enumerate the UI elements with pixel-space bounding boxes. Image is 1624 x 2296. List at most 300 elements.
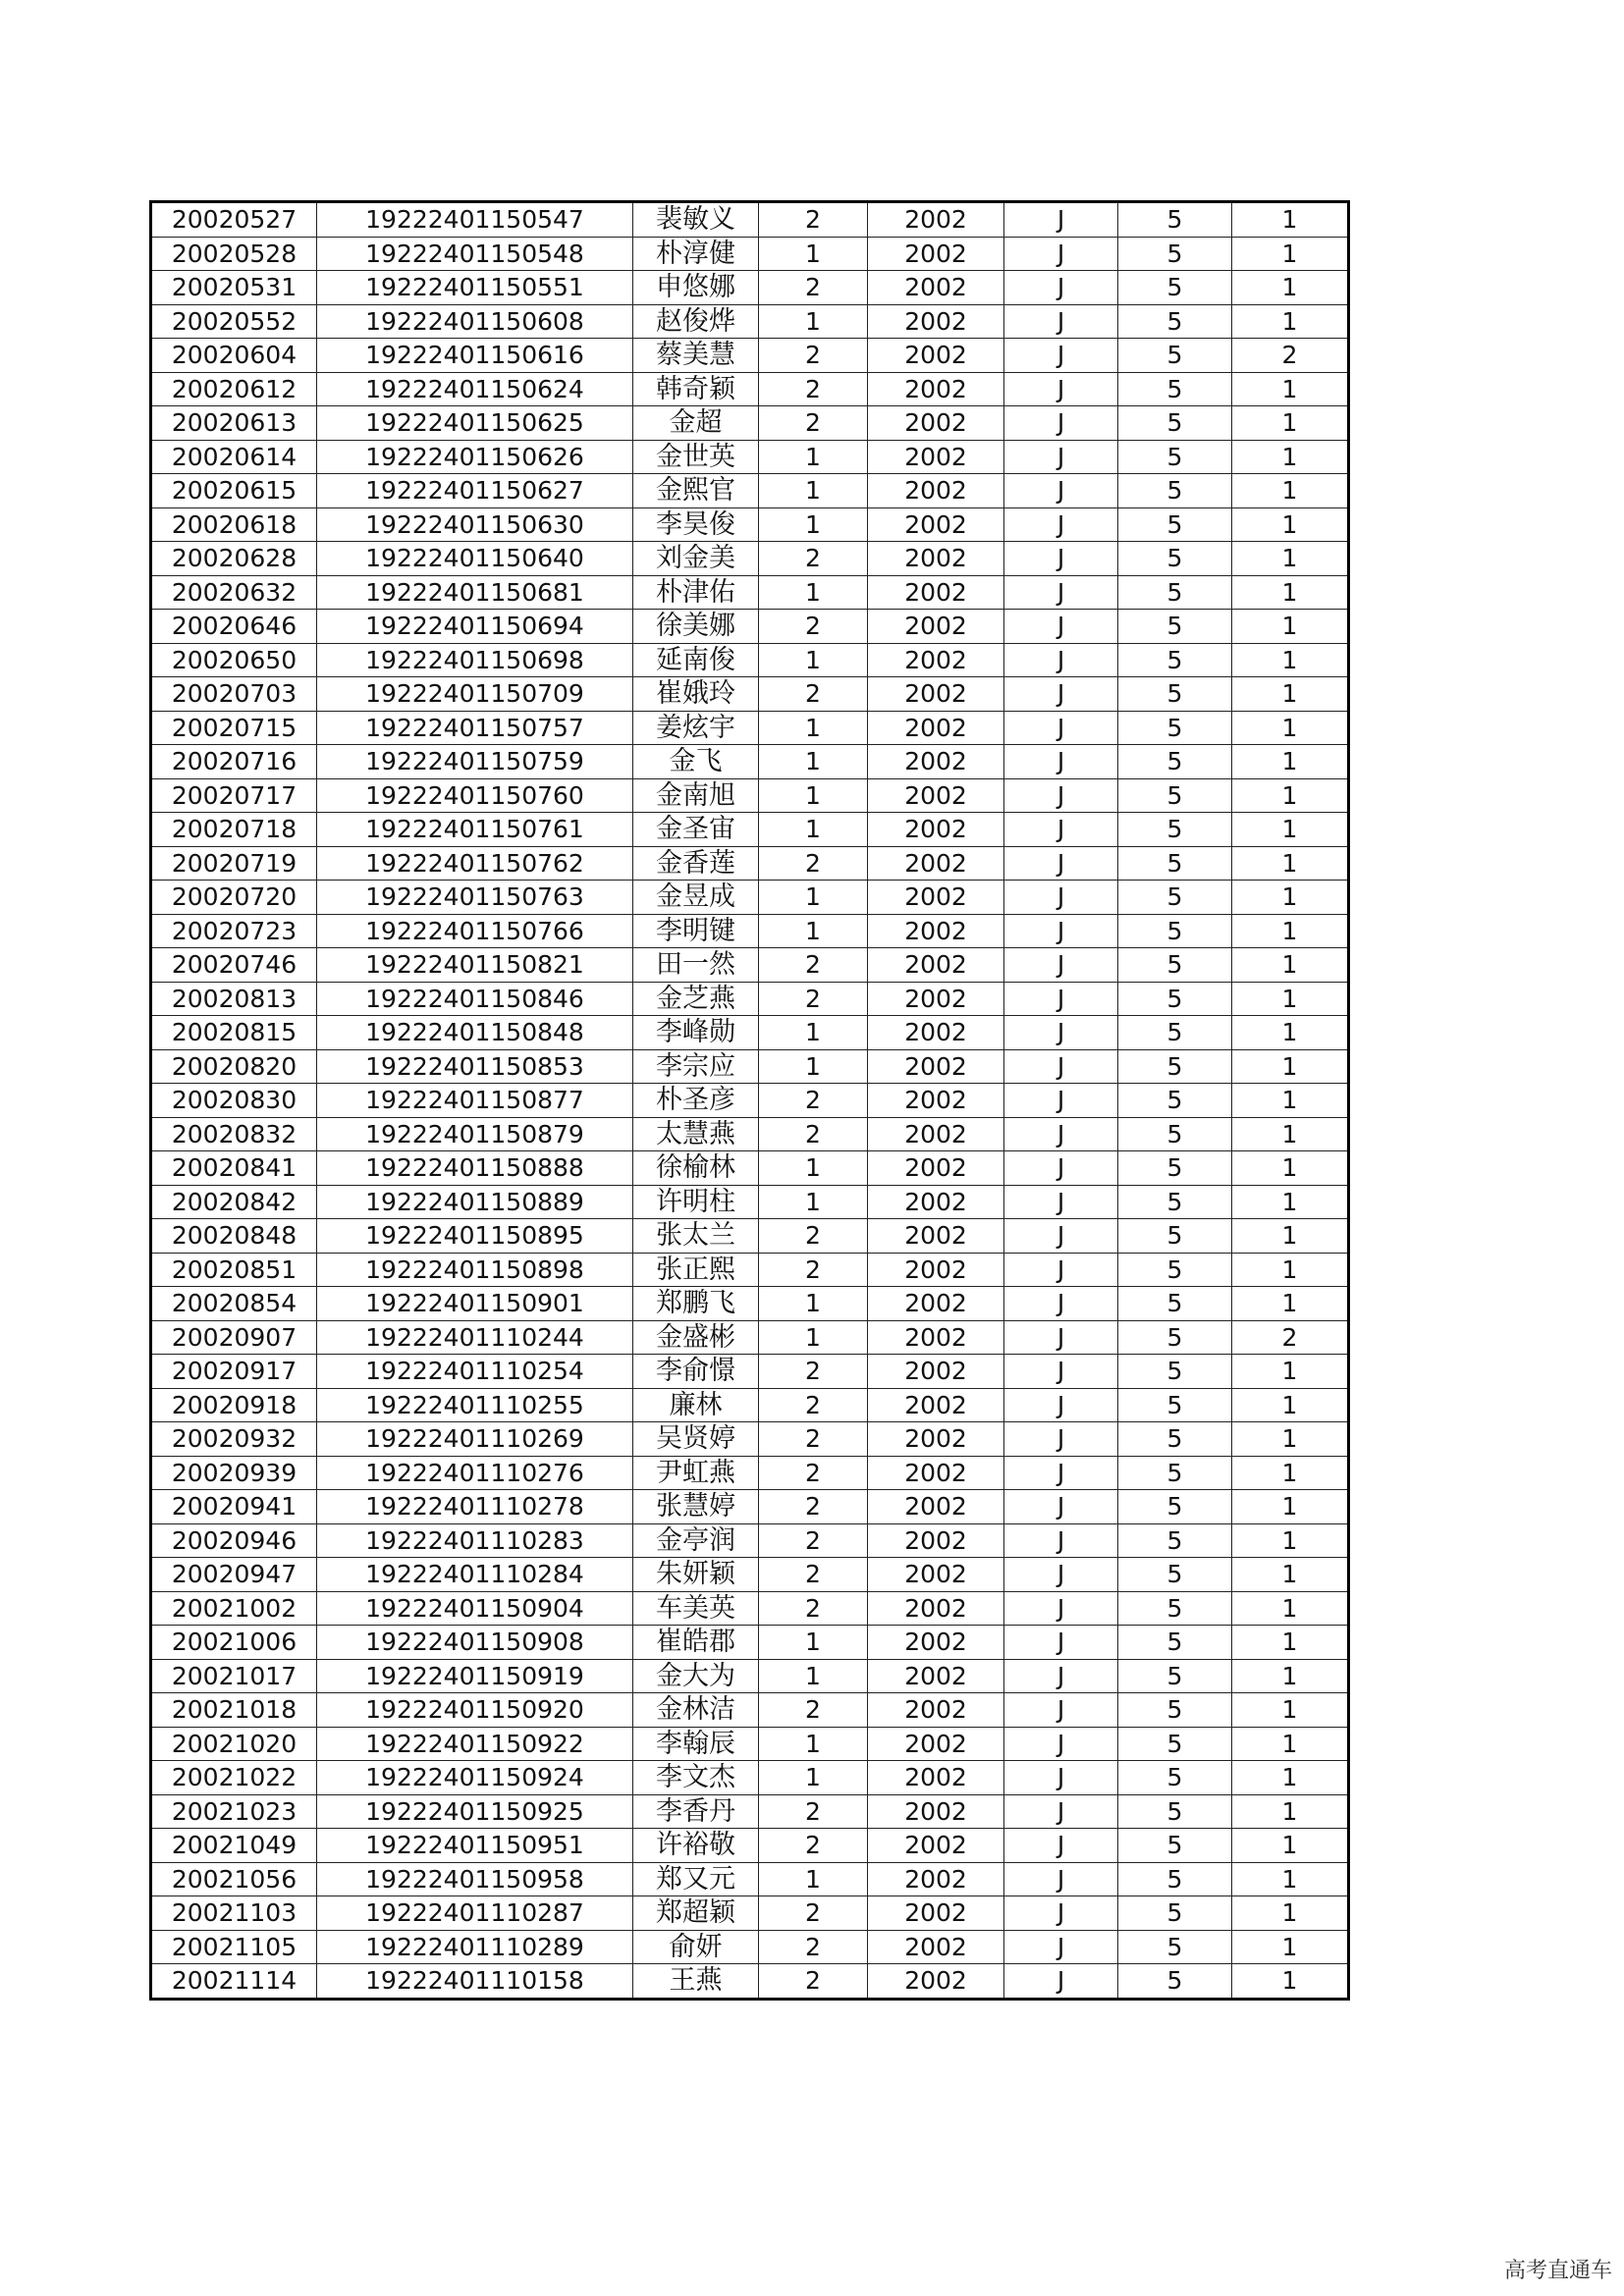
level-cell: 5 (1118, 339, 1232, 373)
gender-cell: 2 (759, 1219, 868, 1254)
name-cell: 蔡美慧 (633, 339, 759, 373)
flag-cell: 2 (1232, 339, 1349, 373)
table-row (151, 1490, 1349, 1524)
name-cell: 金圣宙 (633, 813, 759, 847)
exam-id-cell: 20021023 (151, 1794, 317, 1829)
name-cell: 张太兰 (633, 1219, 759, 1254)
gender-cell: 1 (759, 711, 868, 745)
table-row (151, 1862, 1349, 1896)
level-cell: 5 (1118, 1693, 1232, 1728)
code-cell: J (1004, 1591, 1118, 1626)
name-cell: 金熙官 (633, 474, 759, 508)
name-cell: 李峰勋 (633, 1016, 759, 1050)
candidate-number-cell: 19222401150627 (317, 474, 633, 508)
level-cell: 5 (1118, 778, 1232, 813)
table-row (151, 542, 1349, 576)
candidate-number-cell: 19222401150889 (317, 1185, 633, 1219)
exam-id-cell: 20020815 (151, 1016, 317, 1050)
flag-cell: 1 (1232, 1219, 1349, 1254)
exam-id-cell: 20020703 (151, 677, 317, 712)
year-cell: 2002 (868, 1591, 1004, 1626)
gender-cell: 2 (759, 202, 868, 238)
name-cell: 张正熙 (633, 1253, 759, 1287)
name-cell: 崔皓郡 (633, 1626, 759, 1660)
candidate-number-cell: 19222401110254 (317, 1355, 633, 1389)
year-cell: 2002 (868, 1388, 1004, 1422)
gender-cell: 1 (759, 643, 868, 677)
exam-id-cell: 20020528 (151, 237, 317, 271)
name-cell: 赵俊烨 (633, 304, 759, 339)
exam-id-cell: 20021103 (151, 1896, 317, 1931)
candidate-number-cell: 19222401150608 (317, 304, 633, 339)
table-row (151, 1287, 1349, 1321)
table-row (151, 1388, 1349, 1422)
table-row (151, 881, 1349, 915)
gender-cell: 1 (759, 778, 868, 813)
candidate-number-cell: 19222401150760 (317, 778, 633, 813)
name-cell: 金香莲 (633, 846, 759, 881)
year-cell: 2002 (868, 813, 1004, 847)
flag-cell: 1 (1232, 948, 1349, 983)
code-cell: J (1004, 982, 1118, 1016)
year-cell: 2002 (868, 1117, 1004, 1151)
code-cell: J (1004, 1355, 1118, 1389)
level-cell: 5 (1118, 1964, 1232, 2000)
candidate-number-cell: 19222401110284 (317, 1558, 633, 1592)
flag-cell: 1 (1232, 1523, 1349, 1558)
exam-id-cell: 20021020 (151, 1727, 317, 1761)
level-cell: 5 (1118, 1287, 1232, 1321)
year-cell: 2002 (868, 507, 1004, 542)
table-row (151, 1117, 1349, 1151)
year-cell: 2002 (868, 372, 1004, 406)
year-cell: 2002 (868, 948, 1004, 983)
gender-cell: 1 (759, 304, 868, 339)
name-cell: 朴圣彦 (633, 1084, 759, 1118)
table-row (151, 610, 1349, 644)
level-cell: 5 (1118, 813, 1232, 847)
table-row (151, 507, 1349, 542)
candidate-number-cell: 19222401150761 (317, 813, 633, 847)
flag-cell: 1 (1232, 643, 1349, 677)
table-row (151, 1084, 1349, 1118)
exam-id-cell: 20020947 (151, 1558, 317, 1592)
code-cell: J (1004, 1490, 1118, 1524)
exam-id-cell: 20020848 (151, 1219, 317, 1254)
exam-id-cell: 20021105 (151, 1930, 317, 1964)
candidate-number-cell: 19222401150958 (317, 1862, 633, 1896)
code-cell: J (1004, 610, 1118, 644)
code-cell: J (1004, 948, 1118, 983)
exam-id-cell: 20020612 (151, 372, 317, 406)
table-row (151, 1151, 1349, 1186)
code-cell: J (1004, 643, 1118, 677)
code-cell: J (1004, 1523, 1118, 1558)
code-cell: J (1004, 1659, 1118, 1693)
candidate-number-cell: 19222401110158 (317, 1964, 633, 2000)
exam-id-cell: 20020632 (151, 575, 317, 610)
gender-cell: 1 (759, 237, 868, 271)
year-cell: 2002 (868, 1016, 1004, 1050)
name-cell: 韩奇颖 (633, 372, 759, 406)
flag-cell: 1 (1232, 677, 1349, 712)
flag-cell: 1 (1232, 1930, 1349, 1964)
year-cell: 2002 (868, 1896, 1004, 1931)
flag-cell: 1 (1232, 474, 1349, 508)
exam-id-cell: 20020820 (151, 1049, 317, 1084)
exam-id-cell: 20020851 (151, 1253, 317, 1287)
year-cell: 2002 (868, 610, 1004, 644)
flag-cell: 1 (1232, 1049, 1349, 1084)
code-cell: J (1004, 542, 1118, 576)
table-row (151, 575, 1349, 610)
table-row (151, 745, 1349, 779)
flag-cell: 1 (1232, 813, 1349, 847)
level-cell: 5 (1118, 271, 1232, 305)
year-cell: 2002 (868, 1151, 1004, 1186)
gender-cell: 1 (759, 1727, 868, 1761)
candidate-number-cell: 19222401150821 (317, 948, 633, 983)
exam-id-cell: 20020615 (151, 474, 317, 508)
level-cell: 5 (1118, 677, 1232, 712)
gender-cell: 2 (759, 948, 868, 983)
level-cell: 5 (1118, 1422, 1232, 1457)
level-cell: 5 (1118, 1185, 1232, 1219)
gender-cell: 2 (759, 1591, 868, 1626)
level-cell: 5 (1118, 1253, 1232, 1287)
name-cell: 金飞 (633, 745, 759, 779)
year-cell: 2002 (868, 542, 1004, 576)
flag-cell: 1 (1232, 1490, 1349, 1524)
candidate-number-cell: 19222401150898 (317, 1253, 633, 1287)
gender-cell: 1 (759, 1862, 868, 1896)
code-cell: J (1004, 778, 1118, 813)
flag-cell: 1 (1232, 1151, 1349, 1186)
exam-id-cell: 20021002 (151, 1591, 317, 1626)
code-cell: J (1004, 202, 1118, 238)
level-cell: 5 (1118, 237, 1232, 271)
year-cell: 2002 (868, 1829, 1004, 1863)
table-row (151, 1558, 1349, 1592)
code-cell: J (1004, 1862, 1118, 1896)
year-cell: 2002 (868, 1422, 1004, 1457)
name-cell: 尹虹燕 (633, 1456, 759, 1490)
flag-cell: 1 (1232, 1591, 1349, 1626)
candidate-number-cell: 19222401150925 (317, 1794, 633, 1829)
name-cell: 金大为 (633, 1659, 759, 1693)
name-cell: 吴贤婷 (633, 1422, 759, 1457)
candidate-number-cell: 19222401150681 (317, 575, 633, 610)
year-cell: 2002 (868, 846, 1004, 881)
exam-id-cell: 20020531 (151, 271, 317, 305)
flag-cell: 1 (1232, 1693, 1349, 1728)
code-cell: J (1004, 1829, 1118, 1863)
flag-cell: 1 (1232, 440, 1349, 474)
flag-cell: 1 (1232, 881, 1349, 915)
table-row (151, 1727, 1349, 1761)
candidate-number-cell: 19222401110287 (317, 1896, 633, 1931)
table-row (151, 1355, 1349, 1389)
level-cell: 5 (1118, 1794, 1232, 1829)
year-cell: 2002 (868, 1219, 1004, 1254)
level-cell: 5 (1118, 982, 1232, 1016)
gender-cell: 2 (759, 1558, 868, 1592)
name-cell: 郑又元 (633, 1862, 759, 1896)
code-cell: J (1004, 1388, 1118, 1422)
level-cell: 5 (1118, 474, 1232, 508)
year-cell: 2002 (868, 677, 1004, 712)
exam-id-cell: 20020813 (151, 982, 317, 1016)
name-cell: 李文杰 (633, 1761, 759, 1795)
level-cell: 5 (1118, 202, 1232, 238)
flag-cell: 1 (1232, 237, 1349, 271)
table-row (151, 778, 1349, 813)
level-cell: 5 (1118, 948, 1232, 983)
year-cell: 2002 (868, 1049, 1004, 1084)
table-row (151, 1626, 1349, 1660)
table-row (151, 813, 1349, 847)
code-cell: J (1004, 1794, 1118, 1829)
candidate-number-cell: 19222401150547 (317, 202, 633, 238)
level-cell: 5 (1118, 1659, 1232, 1693)
exam-id-cell: 20020628 (151, 542, 317, 576)
gender-cell: 1 (759, 914, 868, 948)
name-cell: 俞妍 (633, 1930, 759, 1964)
level-cell: 5 (1118, 372, 1232, 406)
year-cell: 2002 (868, 1456, 1004, 1490)
level-cell: 5 (1118, 711, 1232, 745)
candidate-number-cell: 19222401150888 (317, 1151, 633, 1186)
code-cell: J (1004, 1422, 1118, 1457)
year-cell: 2002 (868, 1355, 1004, 1389)
code-cell: J (1004, 237, 1118, 271)
gender-cell: 2 (759, 406, 868, 441)
name-cell: 金亭润 (633, 1523, 759, 1558)
level-cell: 5 (1118, 1591, 1232, 1626)
level-cell: 5 (1118, 914, 1232, 948)
candidate-number-cell: 19222401150951 (317, 1829, 633, 1863)
code-cell: J (1004, 1964, 1118, 2000)
name-cell: 张慧婷 (633, 1490, 759, 1524)
exam-id-cell: 20020613 (151, 406, 317, 441)
year-cell: 2002 (868, 745, 1004, 779)
gender-cell: 1 (759, 1761, 868, 1795)
flag-cell: 1 (1232, 271, 1349, 305)
flag-cell: 1 (1232, 542, 1349, 576)
level-cell: 5 (1118, 1862, 1232, 1896)
code-cell: J (1004, 1558, 1118, 1592)
table-row (151, 440, 1349, 474)
candidate-number-cell: 19222401150630 (317, 507, 633, 542)
year-cell: 2002 (868, 1185, 1004, 1219)
exam-id-cell: 20020715 (151, 711, 317, 745)
year-cell: 2002 (868, 440, 1004, 474)
name-cell: 金盛彬 (633, 1320, 759, 1355)
code-cell: J (1004, 1084, 1118, 1118)
flag-cell: 1 (1232, 982, 1349, 1016)
candidate-number-cell: 19222401150694 (317, 610, 633, 644)
table-body (151, 202, 1349, 2000)
candidate-number-cell: 19222401150625 (317, 406, 633, 441)
year-cell: 2002 (868, 1727, 1004, 1761)
year-cell: 2002 (868, 1490, 1004, 1524)
gender-cell: 2 (759, 1523, 868, 1558)
gender-cell: 1 (759, 1659, 868, 1693)
code-cell: J (1004, 1117, 1118, 1151)
flag-cell: 1 (1232, 1185, 1349, 1219)
gender-cell: 2 (759, 271, 868, 305)
flag-cell: 1 (1232, 1829, 1349, 1863)
gender-cell: 1 (759, 1185, 868, 1219)
table-row (151, 304, 1349, 339)
code-cell: J (1004, 881, 1118, 915)
flag-cell: 1 (1232, 1422, 1349, 1457)
level-cell: 5 (1118, 1490, 1232, 1524)
level-cell: 5 (1118, 1930, 1232, 1964)
year-cell: 2002 (868, 1253, 1004, 1287)
level-cell: 5 (1118, 1523, 1232, 1558)
table-row (151, 1829, 1349, 1863)
year-cell: 2002 (868, 1287, 1004, 1321)
candidate-number-cell: 19222401150922 (317, 1727, 633, 1761)
gender-cell: 1 (759, 1320, 868, 1355)
exam-id-cell: 20020939 (151, 1456, 317, 1490)
code-cell: J (1004, 1320, 1118, 1355)
level-cell: 5 (1118, 1558, 1232, 1592)
exam-id-cell: 20020618 (151, 507, 317, 542)
code-cell: J (1004, 507, 1118, 542)
exam-id-cell: 20020854 (151, 1287, 317, 1321)
exam-id-cell: 20021017 (151, 1659, 317, 1693)
code-cell: J (1004, 1185, 1118, 1219)
name-cell: 徐榆林 (633, 1151, 759, 1186)
code-cell: J (1004, 1761, 1118, 1795)
flag-cell: 1 (1232, 1626, 1349, 1660)
exam-id-cell: 20021022 (151, 1761, 317, 1795)
name-cell: 金世英 (633, 440, 759, 474)
exam-id-cell: 20021006 (151, 1626, 317, 1660)
level-cell: 5 (1118, 575, 1232, 610)
code-cell: J (1004, 1016, 1118, 1050)
level-cell: 5 (1118, 1829, 1232, 1863)
candidate-number-cell: 19222401150895 (317, 1219, 633, 1254)
exam-id-cell: 20020614 (151, 440, 317, 474)
code-cell: J (1004, 813, 1118, 847)
code-cell: J (1004, 1151, 1118, 1186)
name-cell: 金超 (633, 406, 759, 441)
year-cell: 2002 (868, 1794, 1004, 1829)
name-cell: 李香丹 (633, 1794, 759, 1829)
gender-cell: 2 (759, 1253, 868, 1287)
code-cell: J (1004, 440, 1118, 474)
gender-cell: 2 (759, 846, 868, 881)
gender-cell: 2 (759, 677, 868, 712)
gender-cell: 1 (759, 1016, 868, 1050)
gender-cell: 2 (759, 982, 868, 1016)
level-cell: 5 (1118, 1117, 1232, 1151)
flag-cell: 1 (1232, 1388, 1349, 1422)
table-row (151, 1591, 1349, 1626)
exam-id-cell: 20020907 (151, 1320, 317, 1355)
candidate-number-cell: 19222401150848 (317, 1016, 633, 1050)
candidate-number-cell: 19222401150698 (317, 643, 633, 677)
level-cell: 5 (1118, 643, 1232, 677)
year-cell: 2002 (868, 1761, 1004, 1795)
name-cell: 李宗应 (633, 1049, 759, 1084)
exam-id-cell: 20020527 (151, 202, 317, 238)
code-cell: J (1004, 914, 1118, 948)
year-cell: 2002 (868, 1930, 1004, 1964)
gender-cell: 1 (759, 813, 868, 847)
candidate-number-cell: 19222401150548 (317, 237, 633, 271)
year-cell: 2002 (868, 1659, 1004, 1693)
gender-cell: 1 (759, 474, 868, 508)
exam-id-cell: 20020746 (151, 948, 317, 983)
gender-cell: 2 (759, 610, 868, 644)
level-cell: 5 (1118, 1049, 1232, 1084)
flag-cell: 1 (1232, 1253, 1349, 1287)
level-cell: 5 (1118, 1761, 1232, 1795)
level-cell: 5 (1118, 1727, 1232, 1761)
gender-cell: 2 (759, 1829, 868, 1863)
name-cell: 王燕 (633, 1964, 759, 2000)
table-row (151, 1253, 1349, 1287)
year-cell: 2002 (868, 778, 1004, 813)
year-cell: 2002 (868, 304, 1004, 339)
level-cell: 5 (1118, 1388, 1232, 1422)
code-cell: J (1004, 339, 1118, 373)
code-cell: J (1004, 1049, 1118, 1084)
exam-id-cell: 20020832 (151, 1117, 317, 1151)
code-cell: J (1004, 846, 1118, 881)
name-cell: 金昱成 (633, 881, 759, 915)
gender-cell: 2 (759, 1930, 868, 1964)
name-cell: 金南旭 (633, 778, 759, 813)
table-row (151, 1016, 1349, 1050)
gender-cell: 2 (759, 1964, 868, 2000)
flag-cell: 1 (1232, 778, 1349, 813)
table-row (151, 1761, 1349, 1795)
name-cell: 太慧燕 (633, 1117, 759, 1151)
gender-cell: 1 (759, 1151, 868, 1186)
flag-cell: 1 (1232, 1862, 1349, 1896)
name-cell: 李明键 (633, 914, 759, 948)
flag-cell: 1 (1232, 1896, 1349, 1931)
name-cell: 许裕敬 (633, 1829, 759, 1863)
exam-id-cell: 20020604 (151, 339, 317, 373)
gender-cell: 1 (759, 507, 868, 542)
table-row (151, 339, 1349, 373)
candidate-number-cell: 19222401150616 (317, 339, 633, 373)
candidate-number-cell: 19222401150879 (317, 1117, 633, 1151)
exam-id-cell: 20020830 (151, 1084, 317, 1118)
flag-cell: 1 (1232, 406, 1349, 441)
gender-cell: 2 (759, 1117, 868, 1151)
table-row (151, 1693, 1349, 1728)
code-cell: J (1004, 1896, 1118, 1931)
gender-cell: 1 (759, 575, 868, 610)
year-cell: 2002 (868, 1320, 1004, 1355)
level-cell: 5 (1118, 1084, 1232, 1118)
code-cell: J (1004, 575, 1118, 610)
exam-id-cell: 20020718 (151, 813, 317, 847)
year-cell: 2002 (868, 881, 1004, 915)
candidate-number-cell: 19222401150901 (317, 1287, 633, 1321)
candidate-number-cell: 19222401150709 (317, 677, 633, 712)
code-cell: J (1004, 1219, 1118, 1254)
name-cell: 金芝燕 (633, 982, 759, 1016)
exam-id-cell: 20020720 (151, 881, 317, 915)
